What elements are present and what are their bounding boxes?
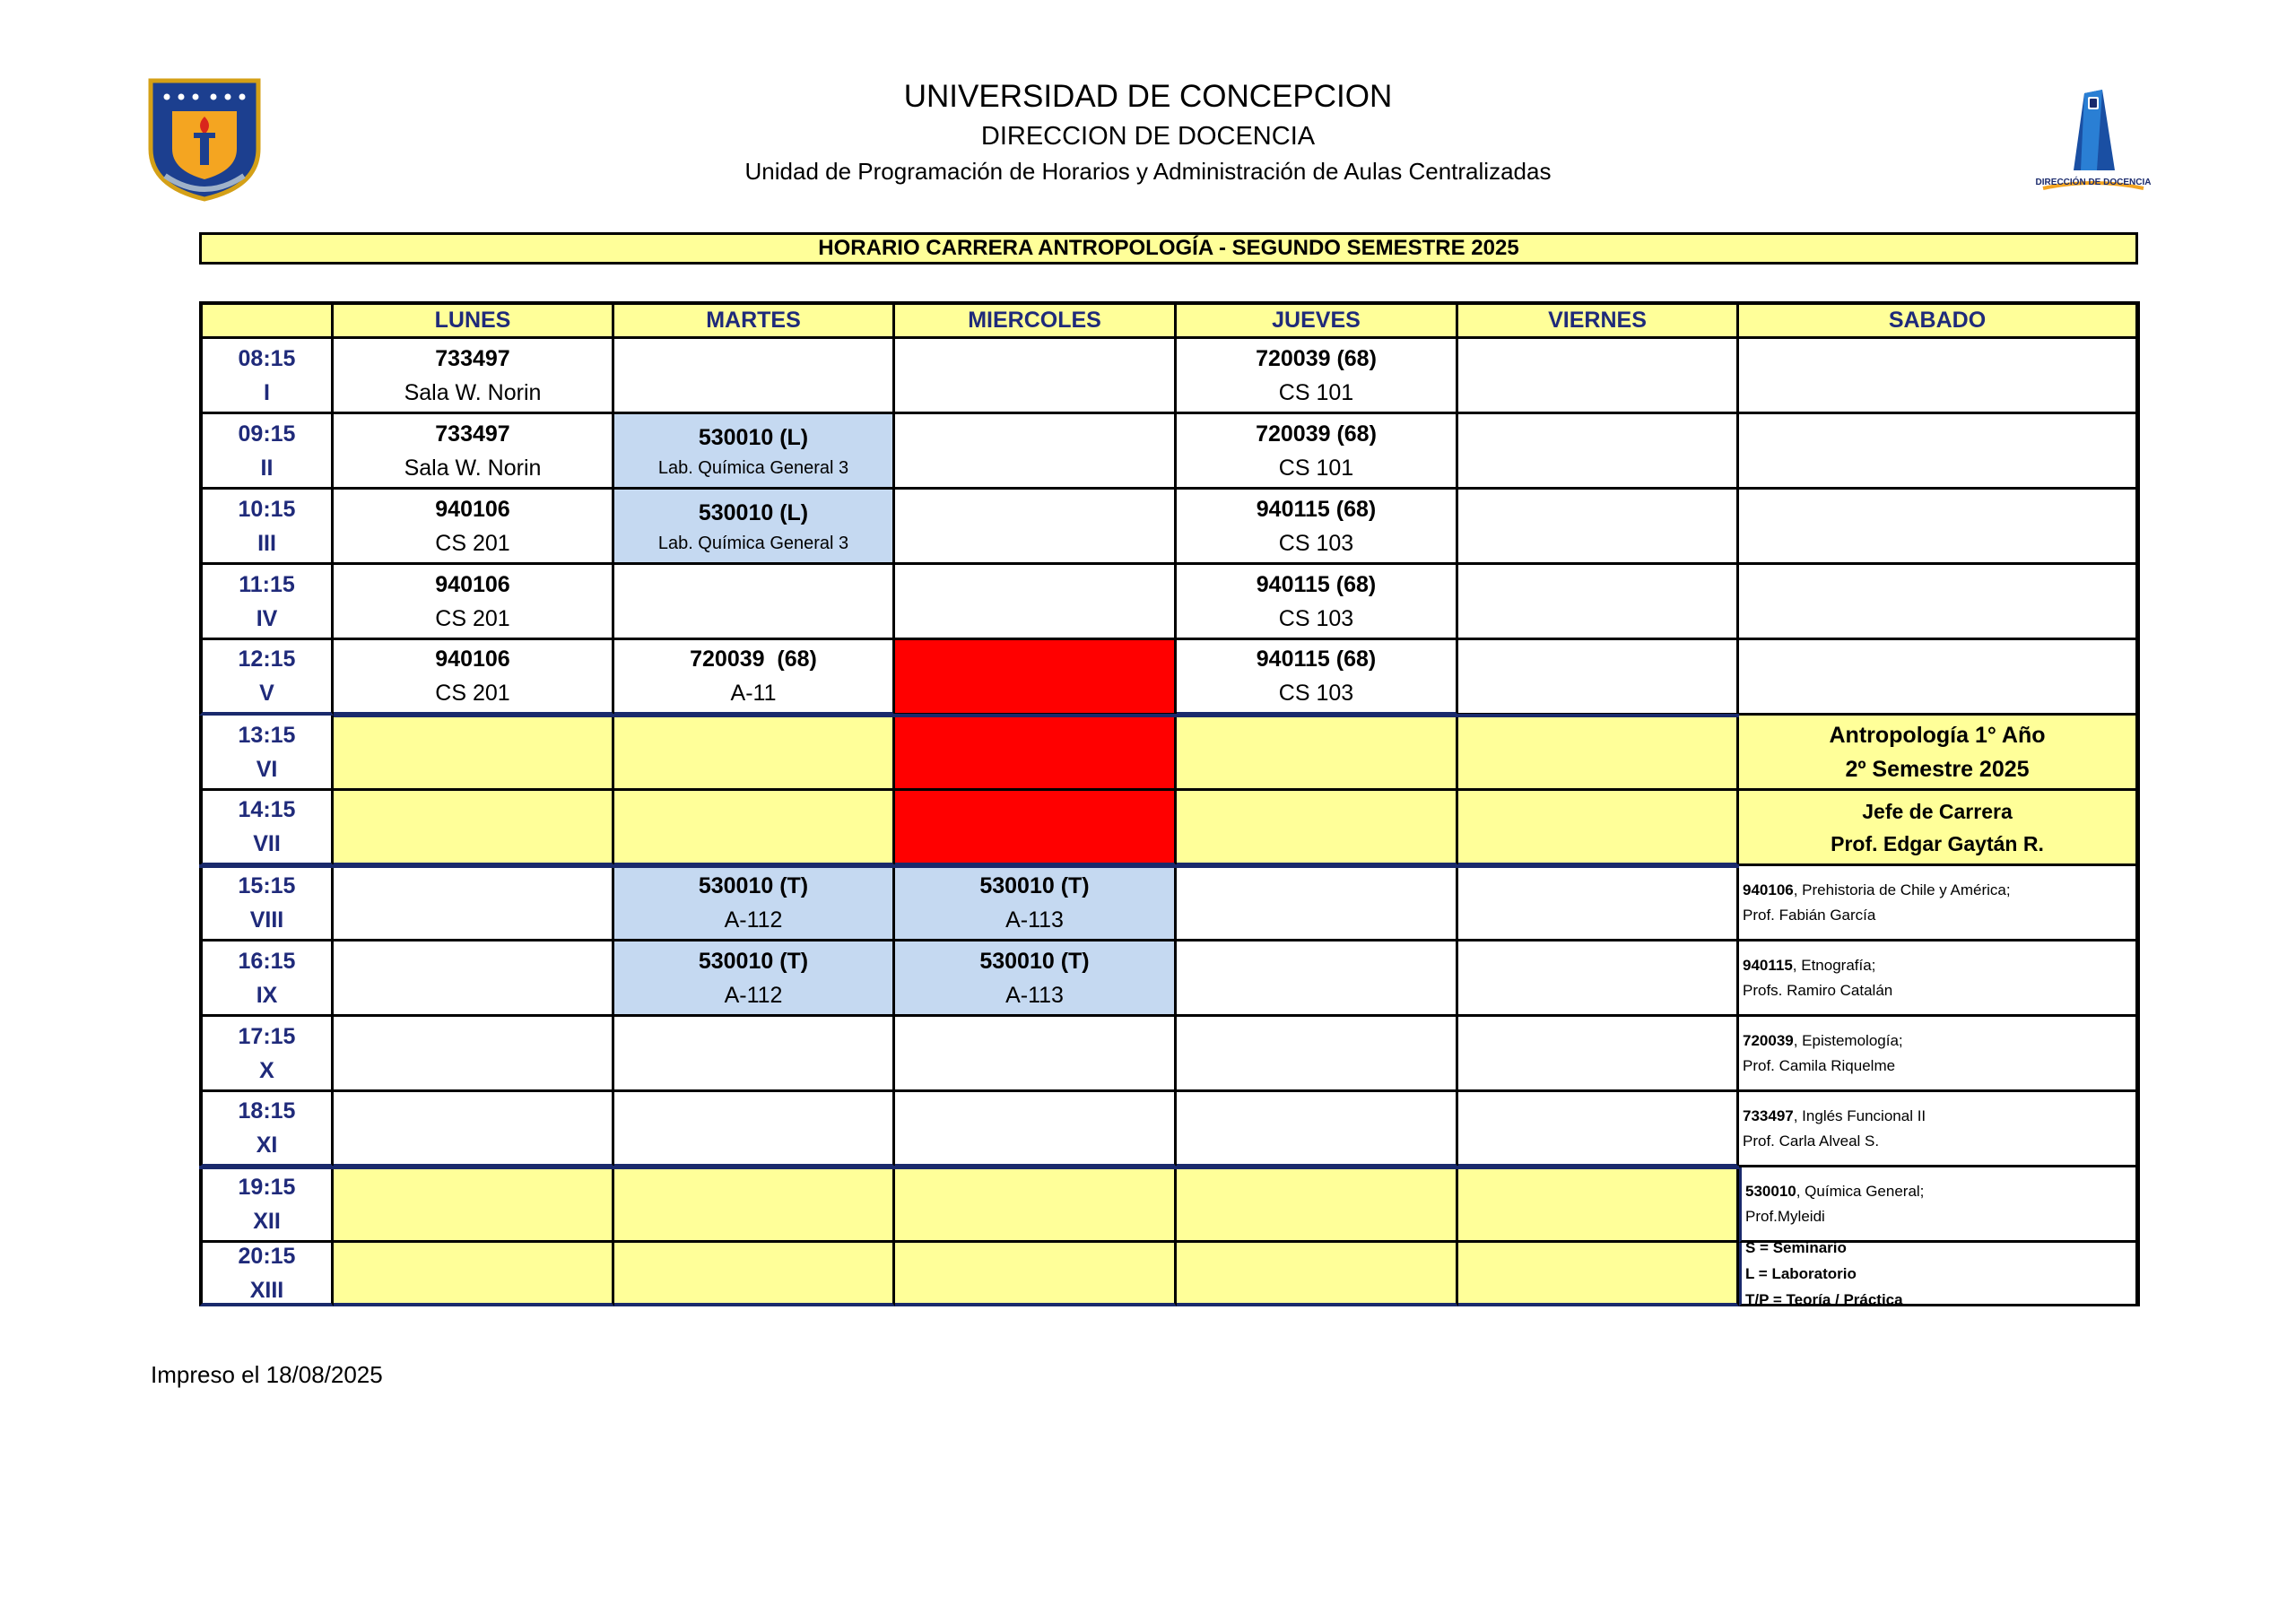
empty-cell xyxy=(1458,1167,1739,1243)
empty-cell xyxy=(1177,791,1458,866)
empty-cell xyxy=(1458,414,1739,490)
chief-title: Jefe de Carrera xyxy=(1862,799,2013,823)
class-cell: 530010 (L) Lab. Química General 3 xyxy=(614,490,895,565)
navy-separator xyxy=(199,1166,1739,1169)
empty-cell xyxy=(895,339,1177,414)
blocked-cell xyxy=(895,716,1177,791)
empty-cell xyxy=(614,716,895,791)
blocked-cell xyxy=(895,640,1177,716)
empty-cell xyxy=(1177,941,1458,1017)
empty-cell xyxy=(1177,1092,1458,1167)
empty-cell xyxy=(1458,941,1739,1017)
day-header-lunes: LUNES xyxy=(334,301,614,339)
empty-cell xyxy=(895,490,1177,565)
empty-cell xyxy=(1177,1167,1458,1243)
empty-cell xyxy=(1458,1017,1739,1092)
right-logo-text: DIRECCIÓN DE DOCENCIA xyxy=(2035,178,2152,187)
empty-cell xyxy=(614,1092,895,1167)
empty-cell xyxy=(1458,640,1739,716)
corner-cell xyxy=(199,301,334,339)
class-cell: 733497 Sala W. Norin xyxy=(334,339,614,414)
chief-info-cell xyxy=(1739,791,2140,866)
course-legend-item: 530010, Química General; Prof.Myleidi xyxy=(1739,1167,2140,1243)
class-cell: 720039 (68) A-11 xyxy=(614,640,895,716)
empty-cell xyxy=(334,1243,614,1306)
time-slot: 17:15 X xyxy=(199,1017,334,1092)
navy-separator xyxy=(334,714,1739,717)
empty-cell xyxy=(614,791,895,866)
empty-cell xyxy=(1458,565,1739,640)
direccion-docencia-logo xyxy=(2025,77,2161,203)
unit-name: Unidad de Programación de Horarios y Administración de Aulas Centralizadas xyxy=(744,158,1552,185)
empty-cell xyxy=(334,1167,614,1243)
empty-cell xyxy=(895,1243,1177,1306)
blocked-cell xyxy=(895,791,1177,866)
empty-cell xyxy=(1458,1243,1739,1306)
empty-cell xyxy=(1177,1017,1458,1092)
empty-cell xyxy=(334,791,614,866)
time-slot: 13:15 VI xyxy=(199,716,334,791)
class-cell: 530010 (T) A-113 xyxy=(895,866,1177,941)
course-legend-item: 720039, Epistemología; Prof. Camila Riquelme xyxy=(1739,1017,2140,1092)
print-date: Impreso el 18/08/2025 xyxy=(151,1361,383,1388)
class-cell: 940115 (68) CS 103 xyxy=(1177,490,1458,565)
day-header-miercoles: MIERCOLES xyxy=(895,301,1177,339)
empty-cell xyxy=(1739,414,2140,490)
class-cell: 530010 (T) A-112 xyxy=(614,866,895,941)
empty-cell xyxy=(1739,640,2140,716)
class-cell: 720039 (68) CS 101 xyxy=(1177,414,1458,490)
schedule-title: HORARIO CARRERA ANTROPOLOGÍA - SEGUNDO SEMESTRE 2025 xyxy=(199,232,2138,265)
class-cell: 940106 CS 201 xyxy=(334,640,614,716)
empty-cell xyxy=(1458,490,1739,565)
time-slot: 12:15 V xyxy=(199,640,334,716)
career-name: Antropología 1° Año xyxy=(1829,722,2046,748)
day-header-viernes: VIERNES xyxy=(1458,301,1739,339)
class-cell: 733497 Sala W. Norin xyxy=(334,414,614,490)
class-cell: 940115 (68) CS 103 xyxy=(1177,565,1458,640)
time-slot: 11:15 IV xyxy=(199,565,334,640)
empty-cell xyxy=(614,1167,895,1243)
empty-cell xyxy=(1177,866,1458,941)
empty-cell xyxy=(1739,339,2140,414)
empty-cell xyxy=(895,1092,1177,1167)
time-slot: 09:15 II xyxy=(199,414,334,490)
empty-cell xyxy=(334,866,614,941)
class-cell: 530010 (L) Lab. Química General 3 xyxy=(614,414,895,490)
time-slot: 15:15 VIII xyxy=(199,866,334,941)
empty-cell xyxy=(1739,490,2140,565)
empty-cell xyxy=(614,1243,895,1306)
empty-cell xyxy=(1458,791,1739,866)
time-slot: 20:15 XIII xyxy=(199,1243,334,1306)
class-cell: 940106 CS 201 xyxy=(334,490,614,565)
navy-separator xyxy=(199,864,1739,868)
empty-cell xyxy=(334,716,614,791)
university-name: UNIVERSIDAD DE CONCEPCION xyxy=(903,79,1393,114)
time-slot: 10:15 III xyxy=(199,490,334,565)
direction-name: DIRECCION DE DOCENCIA xyxy=(980,122,1316,151)
semester-name: 2º Semestre 2025 xyxy=(1845,756,2030,782)
class-cell: 530010 (T) A-113 xyxy=(895,941,1177,1017)
empty-cell xyxy=(895,565,1177,640)
empty-cell xyxy=(614,1017,895,1092)
empty-cell xyxy=(1458,339,1739,414)
day-header-martes: MARTES xyxy=(614,301,895,339)
empty-cell xyxy=(1458,716,1739,791)
time-slot: 16:15 IX xyxy=(199,941,334,1017)
day-header-jueves: JUEVES xyxy=(1177,301,1458,339)
empty-cell xyxy=(1458,866,1739,941)
empty-cell xyxy=(614,339,895,414)
time-slot: 19:15 XII xyxy=(199,1167,334,1243)
empty-cell xyxy=(895,1017,1177,1092)
career-info-cell xyxy=(1739,716,2140,791)
chief-name: Prof. Edgar Gaytán R. xyxy=(1831,831,2044,855)
abbreviations-legend: S = Seminario L = Laboratorio T/P = Teoría / Práctica xyxy=(1739,1243,2140,1306)
time-slot: 14:15 VII xyxy=(199,791,334,866)
empty-cell xyxy=(334,1017,614,1092)
empty-cell xyxy=(334,1092,614,1167)
empty-cell xyxy=(614,565,895,640)
day-header-sabado: SABADO xyxy=(1739,301,2140,339)
class-cell: 720039 (68) CS 101 xyxy=(1177,339,1458,414)
course-legend-item: 733497, Inglés Funcional II Prof. Carla Alveal S. xyxy=(1739,1092,2140,1167)
empty-cell xyxy=(895,414,1177,490)
class-cell: 940106 CS 201 xyxy=(334,565,614,640)
empty-cell xyxy=(334,941,614,1017)
course-legend-item: 940115, Etnografía; Profs. Ramiro Catalán xyxy=(1739,941,2140,1017)
course-legend-item: 940106, Prehistoria de Chile y América; Prof. Fabián García xyxy=(1739,866,2140,941)
schedule-grid xyxy=(199,301,2140,1306)
empty-cell xyxy=(1177,716,1458,791)
class-cell: 530010 (T) A-112 xyxy=(614,941,895,1017)
empty-cell xyxy=(895,1167,1177,1243)
class-cell: 940115 (68) CS 103 xyxy=(1177,640,1458,716)
time-slot: 08:15 I xyxy=(199,339,334,414)
time-slot: 18:15 XI xyxy=(199,1092,334,1167)
empty-cell xyxy=(1177,1243,1458,1306)
empty-cell xyxy=(1739,565,2140,640)
empty-cell xyxy=(1458,1092,1739,1167)
